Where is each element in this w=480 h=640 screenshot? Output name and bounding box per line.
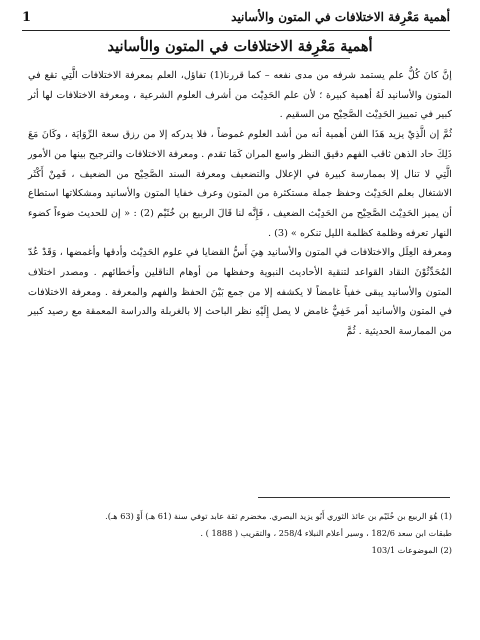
body-paragraph: ومعرفة العِلَل والاختلافات في المتون والأسانيد هِيَ أَسُّ القضايا في علوم الحَدِيْث وأدقها وأغمضها ، وَقَدْ عُدّ المُحَدِّثُوْنَ النقاد القواعد لتنقية الأحاديث النبوية وحفظها من أوهام الناقلين وأخطائهم . ومصدر اختلاف المتون والأسانيد يبقى خفياً غامضاً لا يكشفه إلا من جمع بَيْنَ الحفظ والفهم والمعرفة . ومعرفة الاختلافات في المتون والأسانيد أمر خَفِيٌّ غامض لا يصل إِلَيْهِ نظر الباحث إلا بالغربلة والدراسة المعمقة مع رصيد كبير من الممارسة الحديثية . ثُمَّ <box>28 247 452 338</box>
header-divider <box>22 30 450 31</box>
running-title: أهمية مَعْرِفة الاختلافات في المتون والأسانيد <box>231 10 450 24</box>
title-underline <box>140 58 350 59</box>
body-text <box>28 66 452 342</box>
running-header <box>22 10 450 30</box>
body-paragraph: إنَّ كانَ كُلُّ علم يستمد شرفه من مدى نفعه – كما قررنا(1) تفاؤل، العلم بمعرفة الاختلافات الَّتِي تقع في المتون والأسانيد لَهُ أهمية كبيرة ؛ لأن علم الحَدِيْث من أشرف العلوم الشرعية ، ومعرفة الاختلافات لها أثر كبير في تمييز الحَدِيْث الصَّحِيْح من السقيم . <box>28 70 452 121</box>
footnote-item: (2) الموضوعات 103/1 <box>371 545 452 555</box>
footnote-item: (1) هُوَ الربيع بن خُثَيْم بن عائذ الثوري أَبُو يزيد البصري. مخضرم ثقة عابد توفي سنة (61 هـ) أَوْ (63 هـ). <box>105 511 452 521</box>
section-title: أهمية مَعْرِفة الاختلافات في المتون والأسانيد <box>107 38 373 55</box>
page-number: 1 <box>22 10 32 25</box>
footnote-divider <box>258 497 450 498</box>
footnote-item: طبقات ابن سعد 182/6 ، وسير أعلام النبلاء 258/4 ، والتقريب ( 1888 ) . <box>200 528 452 538</box>
body-paragraph: ثُمَّ إن الَّذِيْ يزيد هَذَا الفن أهمية أنه من أشد العلوم غموضاً ، فلا يدركه إلا من رزق سعة الرِّوَايَة ، وكَانَ مَعَ ذَلِكَ حاد الذهن ثاقب الفهم دقيق النظر واسع المران كَمَا تقدم . ومعرفة الاختلافات والترجيح بينها من الأمور الَّتِي لا تنال إلا بممارسة كبيرة في الإعلال والتضعيف ومعرفة السند الصَّحِيْح من الضعيف ، فَمِنْ أَكْثَر الاشتغال بعلم الحَدِيْث وحفظ جملة مستكثرة من المتون وعرف خفايا المتون والأسانيد ومشكلاتها استطاع أن يميز الحَدِيْث الصَّحِيْح من الحَدِيْث الضعيف ، فَإِنَّه لنا قَالَ الربيع بن خُثَيْم (2) : « إن للحديث ضوءاً كضوء النهار تعرفه وظلمة كظلمة الليل تنكره » (3) . <box>28 129 452 239</box>
footnotes <box>30 508 452 559</box>
